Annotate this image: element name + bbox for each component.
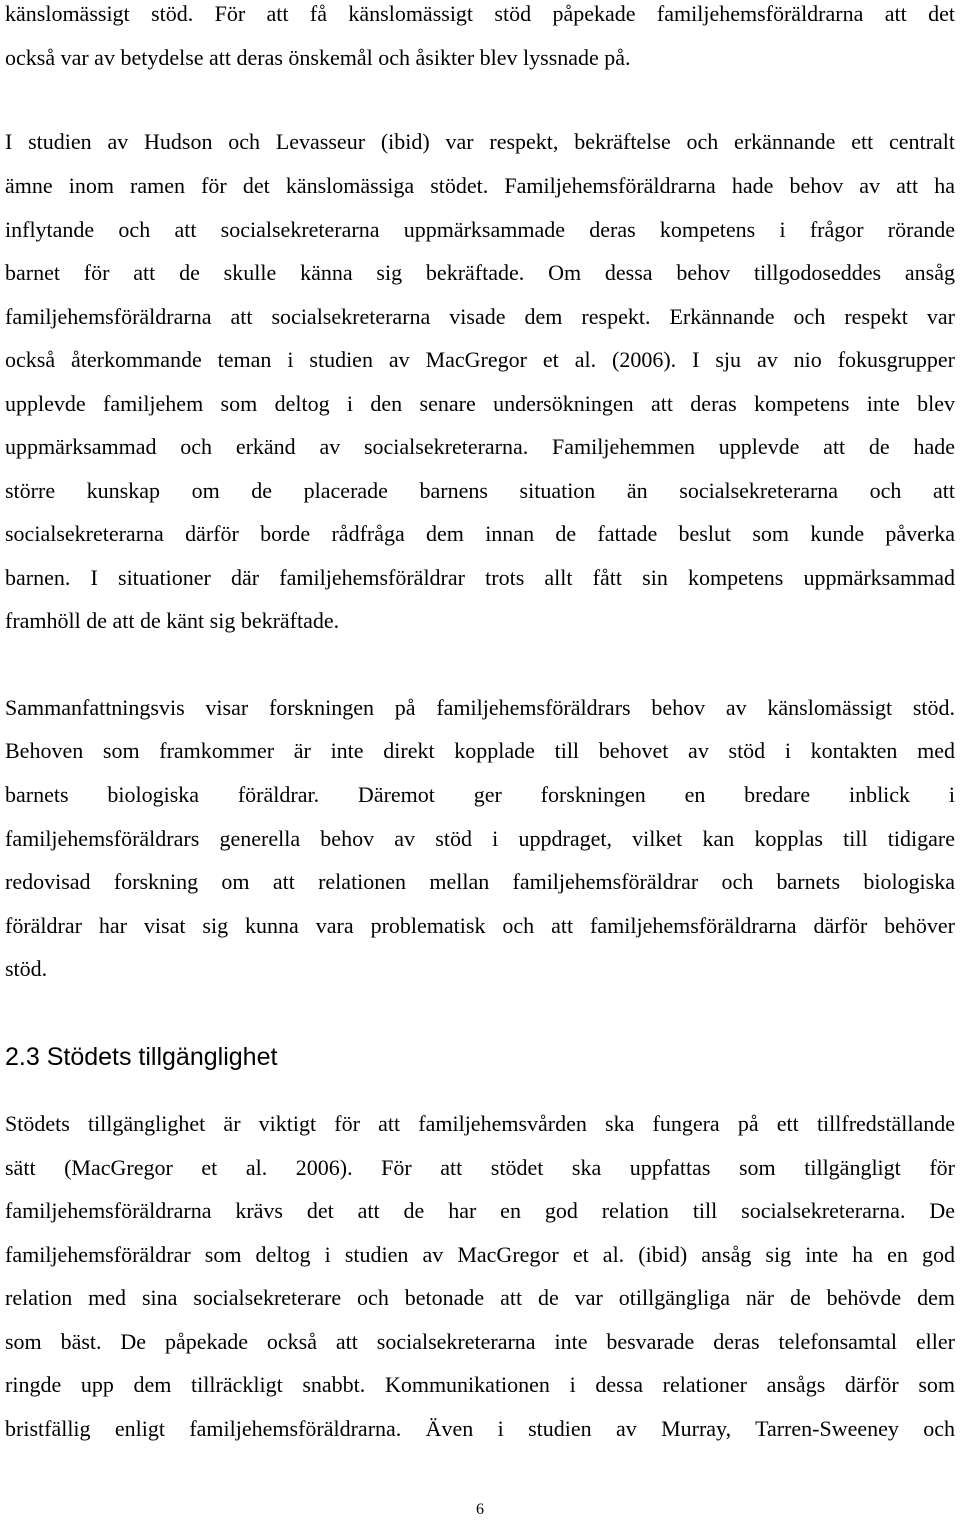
paragraph-1-line-2: också var av betydelse att deras önskemål och åsikter blev lyssnade på.: [5, 45, 631, 70]
paragraph-4-line-8: bristfällig enligt familjehemsföräldrarna. Även i studien av Murray, Tarren-Sweeney och: [5, 1416, 955, 1441]
paragraph-4-line-7: ringde upp dem tillräckligt snabbt. Kommunikationen i dessa relationer ansågs därför som: [5, 1372, 955, 1397]
paragraph-2-line-1: I studien av Hudson och Levasseur (ibid) var respekt, bekräftelse och erkännande ett centralt: [5, 129, 955, 154]
paragraph-3-line-4: familjehemsföräldrars generella behov av stöd i uppdraget, vilket kan kopplas till tidigare: [5, 826, 955, 851]
paragraph-2-line-5: familjehemsföräldrarna att socialsekreterarna visade dem respekt. Erkännande och respekt var: [5, 304, 955, 329]
paragraph-3-line-5: redovisad forskning om att relationen mellan familjehemsföräldrar och barnets biologiska: [5, 869, 955, 894]
paragraph-1-line-1: känslomässigt stöd. För att få känslomässigt stöd påpekade familjehemsföräldrarna att det: [5, 1, 955, 26]
page-number: 6: [476, 1501, 484, 1518]
paragraph-3-line-7: stöd.: [5, 956, 48, 981]
paragraph-2-line-10: socialsekreterarna därför borde rådfråga dem innan de fattade beslut som kunde påverka: [5, 521, 955, 546]
paragraph-2-line-6: också återkommande teman i studien av MacGregor et al. (2006). I sju av nio fokusgrupper: [5, 347, 955, 372]
paragraph-2-line-3: inflytande och att socialsekreterarna uppmärksammade deras kompetens i frågor rörande: [5, 217, 955, 242]
paragraph-2-line-4: barnet för att de skulle känna sig bekräftade. Om dessa behov tillgodoseddes ansåg: [5, 260, 955, 285]
paragraph-2-line-2: ämne inom ramen för det känslomässiga stödet. Familjehemsföräldrarna hade behov av att ha: [5, 173, 955, 198]
paragraph-3-line-6: föräldrar har visat sig kunna vara problematisk och att familjehemsföräldrarna därför behöver: [5, 913, 955, 938]
paragraph-2-line-11: barnen. I situationer där familjehemsföräldrar trots allt fått sin kompetens uppmärksammad: [5, 565, 955, 590]
paragraph-2-line-12: framhöll de att de känt sig bekräftade.: [5, 608, 340, 633]
paragraph-2-line-8: uppmärksammad och erkänd av socialsekreterarna. Familjehemmen upplevde att de hade: [5, 434, 955, 459]
paragraph-3-line-3: barnets biologiska föräldrar. Däremot ger forskningen en bredare inblick i: [5, 782, 955, 807]
paragraph-4-line-6: som bäst. De påpekade också att socialsekreterarna inte besvarade deras telefonsamtal eller: [5, 1329, 955, 1354]
section-heading: 2.3 Stödets tillgänglighet: [5, 1043, 278, 1071]
paragraph-4-line-4: familjehemsföräldrar som deltog i studien av MacGregor et al. (ibid) ansåg sig inte ha en god: [5, 1242, 955, 1267]
paragraph-2-line-9: större kunskap om de placerade barnens situation än socialsekreterarna och att: [5, 478, 955, 503]
paragraph-4-line-2: sätt (MacGregor et al. 2006). För att stödet ska uppfattas som tillgängligt för: [5, 1155, 955, 1180]
paragraph-4-line-3: familjehemsföräldrarna krävs det att de har en god relation till socialsekreterarna. De: [5, 1198, 955, 1223]
paragraph-4-line-1: Stödets tillgänglighet är viktigt för att familjehemsvården ska fungera på ett tillfredställande: [5, 1111, 955, 1136]
paragraph-4-line-5: relation med sina socialsekreterare och betonade att de var otillgängliga när de behövde dem: [5, 1285, 955, 1310]
paragraph-3-line-1: Sammanfattningsvis visar forskningen på familjehemsföräldrars behov av känslomässigt stöd.: [5, 695, 955, 720]
paragraph-3-line-2: Behoven som framkommer är inte direkt kopplade till behovet av stöd i kontakten med: [5, 738, 955, 763]
paragraph-2-line-7: upplevde familjehem som deltog i den senare undersökningen att deras kompetens inte blev: [5, 391, 955, 416]
